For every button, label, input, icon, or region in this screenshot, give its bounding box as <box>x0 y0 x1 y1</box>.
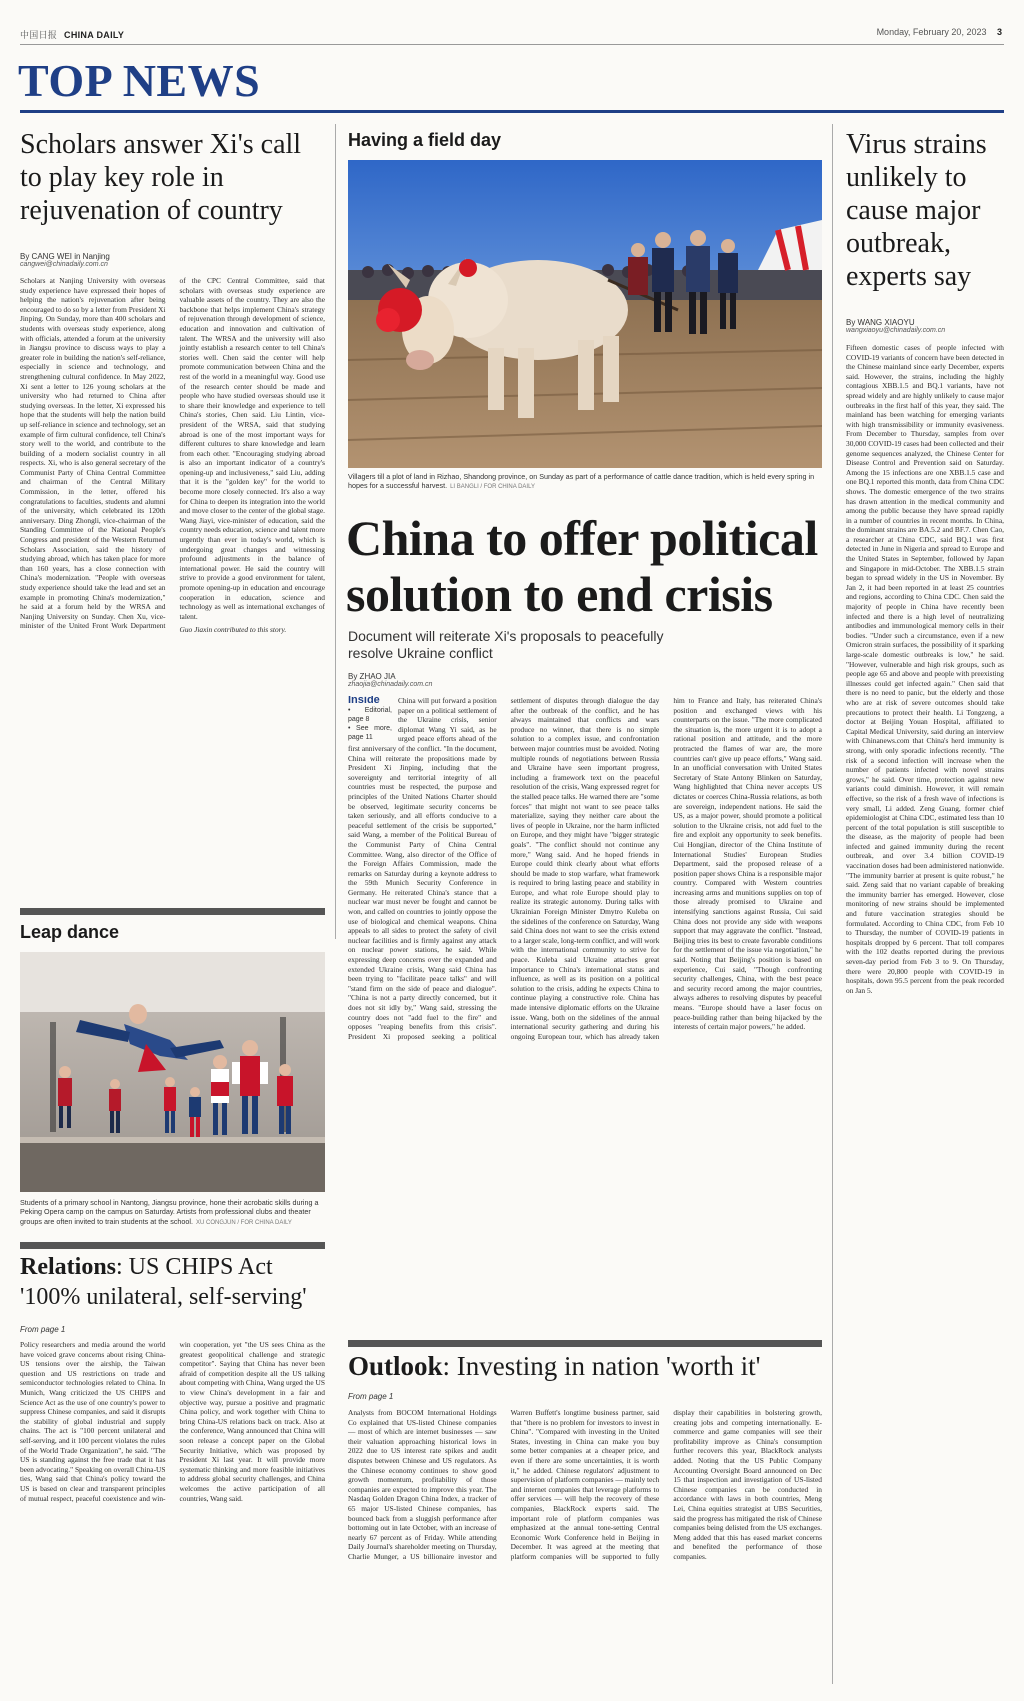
virus-byline-block <box>846 318 1006 334</box>
outlook-body: Analysts from BOCOM International Holdings Co explained that US-listed Chinese companies — most of which are internet businesses — saw their valuation approaching historical lows in 2022 due to US interest rate spikes and audit disputes between Chinese and US regulators. As the Chinese economy continues to show good growth momentum, profitability of those companies are expected to improve this year. The Nasdaq Golden Dragon China Index, a tracker of 65 major US-listed Chinese companies, has bounced back from a sluggish performance after bottoming out in late October, with an increase of nearly 67 percent as of Friday. While attending Daily Journal's shareholder meeting on Thursday, Charlie Munger, a US billionaire investor and Warren Buffett's longtime business partner, said that "there is no problem for investors to invest in China". "Compared with investing in the United States, investing in China can make you buy some better companies at a cheaper price, and even if there are some uncertainties, it is worth it," he added. Chinese regulators' adjustment to supervision of platform companies — mainly tech and internet companies that leverage platforms to offer services — will help the recovery of these companies, BlackRock experts said. The important role of platform companies was emphasized at the annual tone-setting Central Economic Work Conference held in Beijing in December. It was agreed at the meeting that platform companies will be supported to fully display their capabilities in bolstering growth, creating jobs and competing internationally. E-commerce and game companies will see their profitability improve as China's consumption further recovers this year, BlackRock analysts added. Noting that the US Public Company Accounting Oversight Board announced on Dec 15 that inspection and investigation of US-listed Chinese companies can be conducted in accordance with laws in both countries, Meng Lei, China equities strategist at UBS Securities, said the progress has mitigated the risk of Chinese companies being delisted from the US exchanges. Meng added that this has eased market concerns and benefited the performance of those companies. <box>348 1408 822 1561</box>
scholars-byline-block <box>20 252 170 268</box>
masthead <box>20 28 124 41</box>
relations-kicker: Relations <box>20 1254 116 1280</box>
relations-headline <box>20 1252 325 1312</box>
page-number: 3 <box>996 27 1002 37</box>
column-rule <box>832 124 833 1684</box>
china-offer-byline: By ZHAO JIA <box>348 672 396 681</box>
masthead-chinese: 中国日报 <box>20 30 58 40</box>
relations-from: From page 1 <box>20 1325 66 1334</box>
virus-byline: By WANG XIAOYU <box>846 318 915 327</box>
china-offer-email: zhaojia@chinadaily.com.cn <box>348 681 433 688</box>
leap-photo <box>20 952 325 1192</box>
column-rule <box>335 124 336 939</box>
outlook-kicker: Outlook <box>348 1351 443 1381</box>
inside-item[interactable]: • See more, page 11 <box>348 724 392 741</box>
section-rule <box>20 908 325 915</box>
scholars-headline: Scholars answer Xi's call to play key role in rejuvenation of country <box>20 129 302 226</box>
scholars-email: cangwei@chinadaily.com.cn <box>20 261 108 268</box>
virus-email: wangxiaoyu@chinadaily.com.cn <box>846 327 946 334</box>
section-title: TOP NEWS <box>18 55 261 106</box>
scholars-note: Guo Jiaxin contributed to this story. <box>179 625 287 635</box>
leap-title: Leap dance <box>20 922 120 942</box>
field-day-credit: LI BANGLI / FOR CHINA DAILY <box>450 484 535 491</box>
outlook-from: From page 1 <box>348 1392 394 1401</box>
header-divider <box>20 44 1004 45</box>
inside-box <box>348 696 392 742</box>
section-divider <box>20 110 1004 113</box>
scholars-byline: By CANG WEI in Nanjing <box>20 252 110 261</box>
leap-credit: XU CONGJUN / FOR CHINA DAILY <box>196 1219 292 1226</box>
field-day-title: Having a field day <box>348 130 502 150</box>
section-rule <box>20 1242 325 1249</box>
field-day-photo <box>348 160 822 468</box>
field-day-caption: Villagers till a plot of land in Rizhao, Shandong province, on Sunday as part of a performance of cattle dance tradition, which is held every spring in hopes for a successful harvest. LI BANGLI / FOR CHINA DAILY <box>348 472 815 491</box>
relations-body: Policy researchers and media around the world have voiced grave concerns about rising China-US tensions over the airship, the Taiwan question and US restrictions on trade and semiconductor technologies related to China. In Munich, Wang criticized the US CHIPS and Science Act as the use of one country's power to suppress Chinese companies, and said it disrupts the stability of global industrial and supply chains. The act is "100 percent unilateral and self-serving, and it 100 percent violates the rules of the World Trade Organization", he said. "The US is standing against the free trade that it has been advocating." Speaking on overall China-US ties, Wang said that China's policy toward the US is based on clear and transparent principles of mutual respect, peaceful coexistence and win-win cooperation, yet "the US sees China as the greatest geopolitical challenge and strategic competitor". Saying that China has never been afraid of competition despite all the US talking about competing with China, Wang urged the US to view China's development in a fair and objective way, pursue a positive and pragmatic China policy, and work together with China to bring China-US relations back on track. Also at the conference, Wang announced that China will soon release a concept paper on the Global Security Initiative, which was proposed by President Xi last year. It will provide more systematic thinking and more feasible initiatives to address global security challenges, and China welcomes the active participation of all countries, Wang said. <box>20 1340 325 1503</box>
inside-item[interactable]: • Editorial, page 8 <box>348 706 392 723</box>
masthead-paper: CHINA DAILY <box>64 30 125 40</box>
leap-caption: Students of a primary school in Nantong, Jiangsu province, hone their acrobatic skills during a Peking Opera camp on the campus on Saturday. Artists from professional clubs and theater groups are often invited to train students at the school. XU CONGJUN / FOR CHINA DAILY <box>20 1198 319 1226</box>
section-rule <box>348 1340 822 1347</box>
inside-title: Inside <box>348 696 380 706</box>
china-offer-body: Inside • Editorial, page 8 • See more, page 11 China will put forward a position paper on a political settlement of the Ukraine crisis, senior diplomat Wang Yi said, as he urged peace efforts ahead of the first anniversary of the conflict. "In the document, China will reiterate the propositions made by President Xi Jinping, including that the sovereignty and territorial integrity of all countries must be respected, the purpose and principles of the United Nations Charter should be observed, legitimate security concerns be taken seriously, and all efforts conducive to a peaceful settlement of the crisis be supported," said Wang, a member of the Political Bureau of the Communist Party of China Central Committee. Wang, also director of the Office of the Foreign Affairs Commission, made the remarks on Saturday during a keynote address to the 59th Munich Security Conference in Germany. He reiterated China's stance that a nuclear war must never be fought and cannot be won, and called on countries to jointly oppose the use of biological and chemical weapons. China appeals to all sides to protect the safety of civil nuclear facilities and is firmly against any attack on nuclear power stations, he said. While expressing deep concerns over the expanded and extended Ukraine crisis, Wang said China has been trying to "facilitate peace talks" and will "stand firm on the side of peace and dialogue". "China is not a party directly concerned, but it does not sit idly by," Wang said, stressing the country does not "add fuel to the fire" and opposes "reaping benefits from this crisis". President Xi proposed seeking a political settlement of disputes through dialogue the day after the outbreak of the conflict, and he has always maintained that conflicts and wars produce no winner, that there is no simple solution to a complex issue, and confrontation between major countries must be avoided. Noting multiple rounds of negotiations between Russia and Ukraine have seen important progress, including a framework text on the peaceful resolution of the crisis, Wang expressed regret for the stalled peace talks. He warned there are "some forces" that might not want to see peace talks materialize, saying they neither care about the lives of people in Ukraine, nor the harm inflicted on Europe, and they might have "bigger strategic goals". "The conflict should not continue any more," Wang said. And he hoped friends in Europe could think clearly about what efforts should be made to stop warfare, what framework is required to bring lasting peace and stability in Europe, and what role Europe should play to realize its strategic autonomy. During talks with Ukrainian Foreign Minister Dmytro Kuleba on the sidelines of the conference on Saturday, Wang said China does not want to see the crisis extend to a larger scale, long-term conflict, and will work with the international community to strive for peace. Kuleba said Ukraine attaches great importance to China's international status and influence, as well as its position on a political solution to the crisis, adding he expects China to continue playing a constructive role. China has made intensive diplomatic efforts on the Ukraine issue. Wang, both on the sidelines of the annual international security gathering and during his ongoing European tour, which has already taken him to France and Italy, has reiterated China's position and exchanged views with his counterparts on the issue. "The more complicated the situation is, the more urgent it is to adopt a rational position and attitude, and the more protracted the flames of war are, the more countries can't give up peace efforts," Wang said. In an unofficial conversation with United States Secretary of State Antony Blinken on Saturday, Wang highlighted that China never accepts US dictates or coerces China-Russia relations, as both are sovereign, independent nations. He said the US, as a major power, should promote a political solution to the Ukraine crisis, not add fuel to the fire and exploit any opportunity to seek benefits. Cui Hongjian, director of the China Institute of International Studies' European Studies Department, said the proposed release of a position paper shows China is a responsible major country. Compared with Western countries increasing arms and munitions supplies on top of those already promised to Ukraine and intensifying sanctions against Russia, Cui said China does not provide any side with weapons support that may aggravate the conflict. "Instead, Beijing tries its best to create favorable conditions for the settlement of the issue via negotiation," he said. Noting that Beijing's position is based on experience, Cui said, "Though confronting security challenges, China, with the best peace and security record among the major countries, always adheres to resolving disputes by peaceful means. "Europe should have a laser focus on peace-building rather than being hijacked by the interests of certain major powers," he added. <box>348 696 822 1041</box>
outlook-headline <box>348 1350 822 1382</box>
virus-body: Fifteen domestic cases of people infected with COVID-19 variants of concern have been detected in the Chinese mainland since early December, experts said. However, the strains, including the highly contagious XBB.1.5 and BQ.1 variants, have not spread widely and are highly unlikely to cause major outbreaks in the first half of this year, they said. The mainland has been watching for emerging variants with high transmissibility or immunity evasiveness. From December to Thursday, samples from over 30,000 COVID-19 cases had been collected and their genome sequences analyzed, the Chinese Center for Disease Control and Prevention said on Saturday. Among the 15 infections are one XBB.1.5 case and one BQ.1 reported this month, data from China CDC shows. The domestic emergence of the two strains has drawn attention in the medical community and among the public because they have spread rapidly in a number of countries in recent months. In China, the dominant strains are BA.5.2 and BF.7. Chen Cao, a researcher at China CDC, said BQ.1 was first detected in June in Nigeria and spread to Europe and the United States in September, followed by Japan and Singapore in mid-October. The XBB.1.5 strain began to spread widely in the US in November. By Jan 2, it had been reported in at least 25 countries and regions, according to China CDC. Chen said the majority of people in China have recently been infected and there is a high level of neutralizing antibodies and immunological memory cells in their bodies. "Under such a circumstance, even if a new Omicron strain surfaces, the possibility of it sparking large-scale domestic outbreaks is low," he said. "However, vulnerable and high risk groups, such as people age 65 and above and people with preexisting illnesses could get infected again." Chen said that there is no need to panic, but the elderly and those who are at risk of severe outcomes should take precautions to protect their health. Li Tongzeng, a doctor at Beijing Youan Hospital, affiliated to Capital Medical University, said during an interview with Chinanews.com that China's herd immunity is strong, with only sporadic infections recently. "The risk of a second infection will increase when the number of patients infected with novel strains grows," he said. Over time, protection against new variants could diminish. However, it will remain effective, so the risk of a fresh wave of infections is very small, Li added. Zeng Guang, former chief epidemiologist at China CDC, estimated less than 10 percent of the total population is still susceptible to the disease, as the majority of people had been infected and gained immunity during the recent outbreak, and over 3.4 billion COVID-19 vaccination doses had been administered nationwide. "The immunity barrier at present is quite robust," he said. Zeng said that no variant capable of breaking the immunity barrier has emerged. However, close monitoring of new strains should be implemented and future vaccination strategies should be formulated. According to China CDC, from Feb 10 to Thursday, the number of COVID-19 patients in hospitals dropped by 6 percent. That toll compares with the 102 deaths reported during the previous seven-day period from Feb 3 to 9. On Thursday, there were 20,800 people with COVID-19 in hospitals, down 95.5 percent from the peak recorded on Jan 5. <box>846 343 1004 995</box>
china-offer-subhead: Document will reiterate Xi's proposals to peacefully resolve Ukraine conflict <box>348 628 664 661</box>
china-offer-byline-block <box>348 672 498 688</box>
page-info <box>877 27 1002 37</box>
scholars-body: Scholars at Nanjing University with overseas study experience have expressed their hopes of helping the nation's rejuvenation after being encouraged to do so by a letter from President Xi Jinping. On Sunday, more than 400 scholars and students with overseas study experience, along with officials, attended a forum at the university in Jiangsu province to discuss ways to play a greater role in building the nation's self-reliance, especially in science and technology, and strengthening cultural confidence. In May 2022, Xi sent a letter to 126 young scholars at the university who had returned to China after studying overseas. In the letter, Xi expressed his hope that the students will help the nation build up self-reliance in science and technology, set an example of firm cultural confidence, tell China's story well to the world, and contribute to the building of a modern socialist country in all respects. Xi, who is also general secretary of the Communist Party of China Central Committee and chairman of the Central Military Commission, in the letter, offered his congratulations to faculties, students and alumni of the university, which celebrated its 120th anniversary. Ding Zhongli, vice-chairman of the Standing Committee of the National People's Congress and president of the Western Returned Scholars Association, said the history of studying abroad, which has taken place for more than 160 years, has a close connection with China's modernization. "People with overseas study experience should take the lead and set an example in promoting China's modernization," he said at a forum held by the WRSA and Nanjing University on Sunday. Chen Xu, vice-minister of the United Front Work Department of the CPC Central Committee, said that scholars with overseas study experience are valuable assets of the country. They are also the backbone that helps implement China's strategy of rejuvenation through development of science, education and innovation and cultivation of talent. The WRSA and the university will also jointly establish a research center to tell China's stories well. Chen said the center will help promote communication between China and the rest of the world in a meaningful way. Good use of the research center should be made and people who have studied overseas should use it to share their knowledge and experience to tell China's stories, Chen said. Liu Lintin, vice-president of the WRSA, said that studying abroad is one of the most important ways for different cultures to share knowledge and learn from each other. "Encouraging studying abroad is also an important indicator of a country's opening-up and inclusiveness," said Liu, adding that it is the "golden key" for the world to become more closely connected. It's also a way for China to deepen its integration into the world and move closer to the center of the global stage. Wang Jiayi, vice-minister of education, said the country needs education, science and talent more urgently than ever in today's world, which is undergoing great changes and witnessing profound adjustments in the balance of international power. He said the country will strive to provide a good environment for talent, promote opening-up in education and encourage cooperation in education, science and technology as well as international exchanges of talent. Guo Jiaxin contributed to this story. <box>20 276 325 635</box>
outlook-headline-rest: : Investing in nation 'worth it' <box>442 1351 761 1381</box>
relations-headline-rest: : US CHIPS Act '100% unilateral, self-serving' <box>20 1254 307 1310</box>
date: Monday, February 20, 2023 <box>876 27 987 37</box>
china-offer-headline: China to offer political solution to end crisis <box>346 510 818 622</box>
virus-headline: Virus strains unlikely to cause major outbreak, experts say <box>846 129 987 292</box>
